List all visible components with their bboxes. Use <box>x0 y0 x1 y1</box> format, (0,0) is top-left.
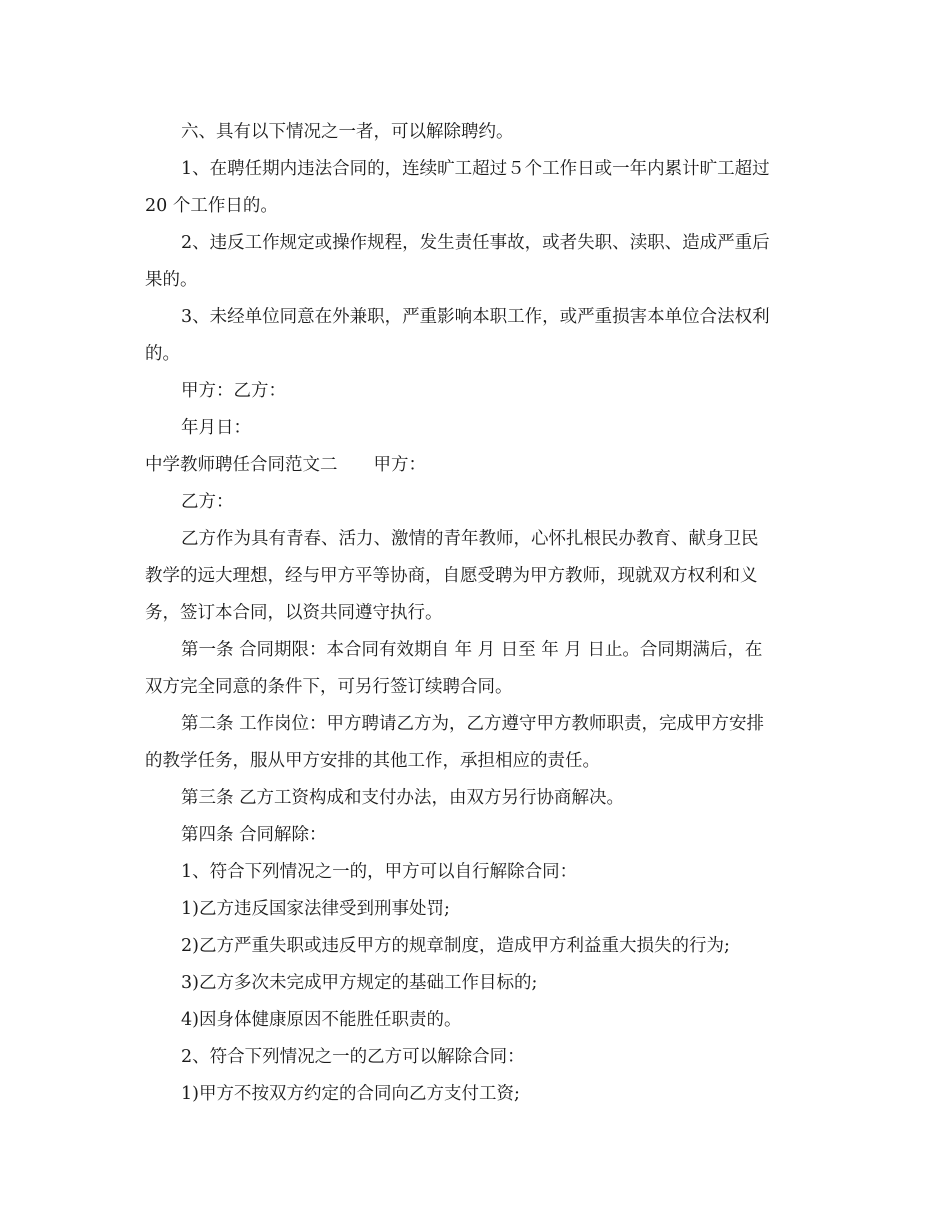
list-item: 1)乙方违反国家法律受到刑事处罚; <box>181 899 450 919</box>
paragraph-line: 双方完全同意的条件下，可另行签订续聘合同。 <box>145 677 513 697</box>
article-4: 第四条 合同解除： <box>181 825 327 845</box>
signature-date: 年月日： <box>181 418 251 438</box>
paragraph-line: 2、违反工作规定或操作规程，发生责任事故，或者失职、渎职、造成严重后 <box>181 233 770 253</box>
article-2: 第二条 工作岗位：甲方聘请乙方为，乙方遵守甲方教师职责，完成甲方安排 <box>181 714 765 734</box>
document-title: 中学教师聘任合同范文二 <box>145 455 338 475</box>
list-item: 1)甲方不按双方约定的合同向乙方支付工资; <box>181 1084 520 1104</box>
party-b-label: 乙方： <box>181 492 234 512</box>
party-a-label: 甲方： <box>373 455 426 475</box>
paragraph-line: 的。 <box>145 344 180 364</box>
document-body <box>145 114 807 1113</box>
paragraph-line: 乙方作为具有青春、活力、激情的青年教师，心怀扎根民办教育、献身卫民 <box>181 529 759 549</box>
paragraph-line: 教学的远大理想，经与甲方平等协商，自愿受聘为甲方教师，现就双方权利和义 <box>145 566 758 586</box>
paragraph-line: 果的。 <box>145 270 198 290</box>
paragraph-line: 务，签订本合同，以资共同遵守执行。 <box>145 603 443 623</box>
article-3: 第三条 乙方工资构成和支付办法，由双方另行协商解决。 <box>181 788 625 808</box>
list-item: 4)因身体健康原因不能胜任职责的。 <box>181 1010 462 1030</box>
list-item: 1、符合下列情况之一的，甲方可以自行解除合同： <box>181 862 578 882</box>
signature-parties: 甲方：乙方： <box>181 381 286 401</box>
list-item: 2)乙方严重失职或违反甲方的规章制度，造成甲方利益重大损失的行为; <box>181 936 730 956</box>
title-line <box>145 447 807 484</box>
list-item: 3)乙方多次未完成甲方规定的基础工作目标的; <box>181 973 538 993</box>
paragraph-line: 20 个工作日的。 <box>145 196 278 216</box>
list-item: 2、符合下列情况之一的乙方可以解除合同： <box>181 1047 525 1067</box>
paragraph-line: 3、未经单位同意在外兼职，严重影响本职工作，或严重损害本单位合法权利 <box>181 307 770 327</box>
section-heading: 六、具有以下情况之一者，可以解除聘约。 <box>181 122 514 142</box>
paragraph-line: 的教学任务，服从甲方安排的其他工作，承担相应的责任。 <box>145 751 600 771</box>
paragraph-line: 1、在聘任期内违法合同的，连续旷工超过５个工作日或一年内累计旷工超过 <box>181 159 770 179</box>
article-1: 第一条 合同期限：本合同有效期自 年 月 日至 年 月 日止。合同期满后，在 <box>181 640 763 660</box>
